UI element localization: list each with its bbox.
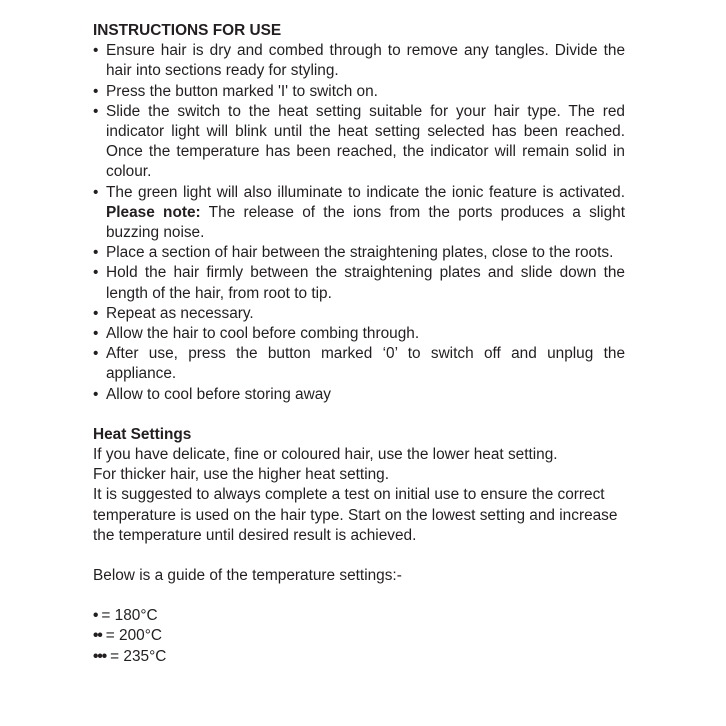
bullet-icon: • — [93, 345, 99, 363]
list-item — [93, 324, 625, 344]
section-spacer — [93, 405, 625, 425]
list-item-text: Ensure hair is dry and combed through to remove any tangles. Divide the hair into sections ready for styling. — [106, 42, 625, 80]
bullet-icon: • — [93, 325, 99, 343]
instruction-document — [93, 21, 625, 667]
heat-settings-heading: Heat Settings — [93, 425, 192, 443]
list-item — [93, 263, 625, 303]
temperature-setting-row — [93, 647, 625, 667]
bullet-icon: • — [93, 183, 99, 201]
instructions-heading: INSTRUCTIONS FOR USE — [93, 22, 282, 39]
list-item-text: Hold the hair firmly between the straightening plates and slide down the length of the hair, from root to tip. — [106, 264, 625, 302]
list-item-text: After use, press the button marked ‘0’ to switch off and unplug the appliance. — [106, 345, 625, 383]
list-item — [93, 243, 625, 263]
temperature-value: = 200°C — [105, 627, 162, 645]
bullet-icon: • — [93, 244, 99, 262]
temperature-value: = 180°C — [101, 607, 158, 625]
heat-settings-paragraph: For thicker hair, use the higher heat setting. — [93, 466, 390, 484]
bullet-icon: • — [93, 264, 99, 282]
list-item — [93, 41, 625, 81]
list-item-text: Press the button marked 'I' to switch on. — [106, 82, 378, 100]
section-spacer — [93, 586, 625, 606]
list-item-text: Allow to cool before storing away — [106, 385, 331, 403]
temperature-setting-row — [93, 626, 625, 646]
heat-level-dots-icon: ••• — [93, 647, 107, 665]
list-item-text: Place a section of hair between the straightening plates, close to the roots. — [106, 244, 614, 262]
bullet-icon: • — [93, 385, 99, 403]
bullet-icon: • — [93, 102, 99, 120]
list-item — [93, 385, 625, 405]
list-item-text-continued: The release of the ions from the ports produces a slight buzzing noise. — [106, 203, 626, 242]
list-item-text: Allow the hair to cool before combing through. — [106, 325, 420, 343]
please-note-label: Please note: — [106, 203, 201, 221]
bullet-icon: • — [93, 304, 99, 322]
temperature-setting-row — [93, 606, 625, 626]
list-item-text: The green light will also illuminate to indicate the ionic feature is activated. — [106, 183, 625, 201]
bullet-icon: • — [93, 82, 99, 100]
list-item — [93, 102, 625, 183]
temperature-value: = 235°C — [110, 647, 167, 665]
heat-settings-paragraph: It is suggested to always complete a test on initial use to ensure the correct temperature is used on the hair type. Start on the lowest setting and increase the temperature until desired result is achieved. — [93, 486, 618, 544]
instructions-list — [93, 41, 625, 405]
list-item — [93, 82, 625, 102]
list-item-text: Repeat as necessary. — [106, 304, 254, 322]
bullet-icon: • — [93, 42, 99, 60]
list-item — [93, 183, 625, 244]
section-spacer — [93, 546, 625, 566]
temperature-guide-intro: Below is a guide of the temperature settings:- — [93, 567, 402, 585]
list-item — [93, 344, 625, 384]
heat-level-dots-icon: • — [93, 607, 98, 625]
heat-settings-paragraph: If you have delicate, fine or coloured hair, use the lower heat setting. — [93, 446, 558, 464]
heat-level-dots-icon: •• — [93, 627, 102, 645]
list-item-text: Slide the switch to the heat setting suitable for your hair type. The red indicator light will blink until the heat setting selected has been reached. Once the temperature has been reached, the indicator will remain solid in colour. — [106, 102, 625, 181]
list-item — [93, 304, 625, 324]
